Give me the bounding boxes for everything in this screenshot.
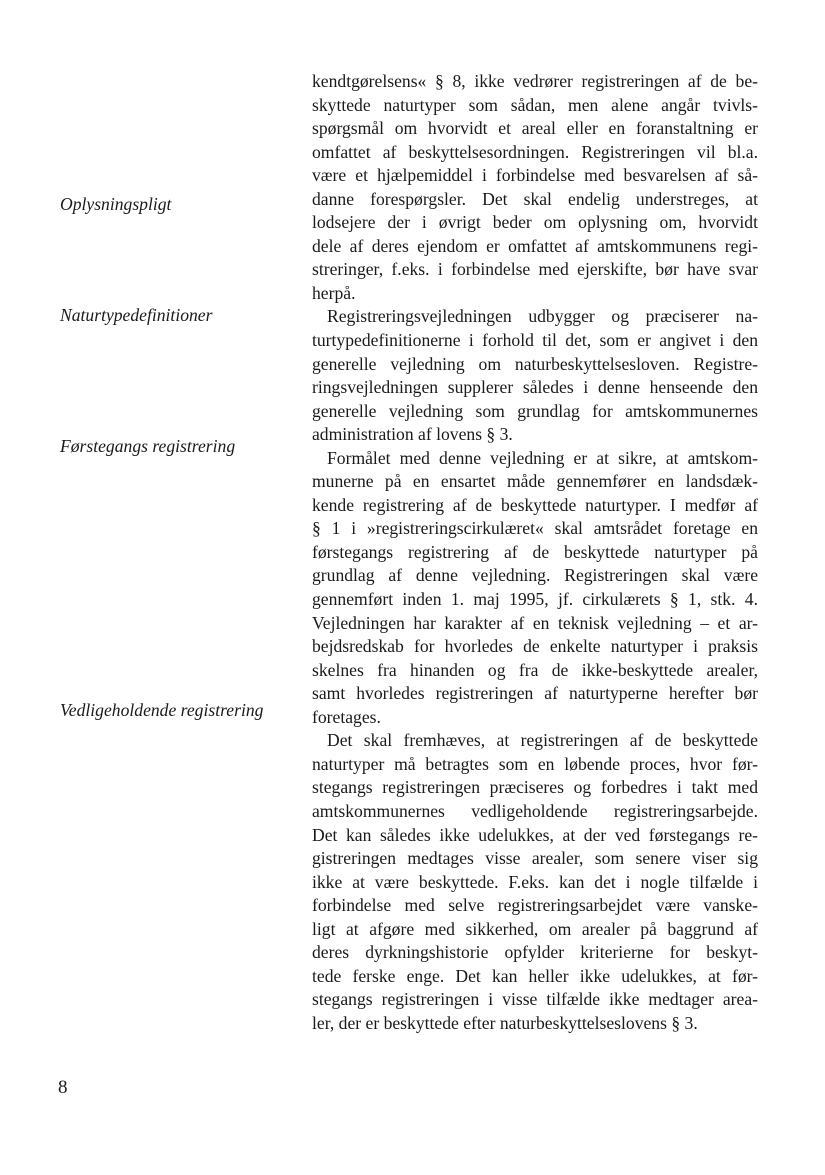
text-line: lodsejere der i øvrigt beder om oplysning om, hvorvidt	[312, 212, 758, 233]
text-line: skyttede naturtyper som sådan, men alene angår tvivls-	[312, 94, 758, 115]
text-line: gistreringen medtages visse arealer, som senere viser sig	[312, 848, 758, 869]
text-line: Formålet med denne vejledning er at sikre, at amtskom-	[327, 447, 758, 468]
text-line: herpå.	[312, 282, 356, 303]
text-line: gennemført inden 1. maj 1995, jf. cirkulærets § 1, stk. 4.	[312, 589, 758, 610]
text-line: samt hvorledes registreringen af naturtyperne herefter bør	[312, 683, 758, 704]
page-number: 8	[58, 1077, 68, 1098]
margin-note-oplysningspligt: Oplysningspligt	[60, 194, 172, 214]
text-line: generelle vejledning som grundlag for amtskommunernes	[312, 400, 758, 421]
text-line: deres dyrkningshistorie opfylder kriterierne for beskyt-	[312, 942, 758, 963]
paragraph-2	[312, 305, 758, 446]
text-line: foretages.	[312, 706, 381, 727]
text-line: tede ferske enge. Det kan heller ikke udelukkes, at før-	[312, 965, 758, 986]
text-line: munerne på en ensartet måde gennemfører en landsdæk-	[312, 471, 758, 492]
text-line: turtypedefinitionerne i forhold til det, som er angivet i den	[312, 330, 758, 351]
text-line: omfattet af beskyttelsesordningen. Registreringen vil bl.a.	[312, 141, 758, 162]
text-line: danne forespørgsler. Det skal endelig understreges, at	[312, 188, 758, 209]
text-line: naturtyper må betragtes som en løbende proces, hvor før-	[312, 753, 758, 774]
text-line: Registreringsvejledningen udbygger og præciserer na-	[327, 306, 758, 327]
text-line: generelle vejledning om naturbeskyttelsesloven. Registre-	[312, 353, 758, 374]
paragraph-4	[312, 729, 758, 1035]
text-line: ligt at afgøre med sikkerhed, om arealer på baggrund af	[312, 918, 758, 939]
text-line: stegangs registreringen præciseres og forbedres i takt med	[312, 777, 758, 798]
text-line: ikke at være beskyttede. F.eks. kan det i nogle tilfælde i	[312, 871, 758, 892]
text-line: kende registrering af de beskyttede naturtyper. I medfør af	[312, 494, 758, 515]
paragraph-1	[312, 70, 758, 305]
text-line: bejdsredskab for hvorledes de enkelte naturtyper i praksis	[312, 636, 758, 657]
text-line: kendtgørelsens« § 8, ikke vedrører registreringen af de be-	[312, 71, 758, 91]
text-line: stegangs registreringen i visse tilfælde ikke medtager area-	[312, 989, 758, 1010]
text-line: amtskommunernes vedligeholdende registreringsarbejde.	[312, 800, 758, 821]
paragraph-3	[312, 447, 758, 730]
text-line: § 1 i »registreringscirkulæret« skal amtsrådet foretage en	[312, 518, 758, 539]
text-line: dele af deres ejendom er omfattet af amtskommunens regi-	[312, 235, 758, 256]
text-line: ler, der er beskyttede efter naturbeskyttelseslovens § 3.	[312, 1012, 698, 1033]
text-line: administration af lovens § 3.	[312, 424, 513, 445]
margin-note-vedligeholdende-registrering: Vedligeholdende registrering	[60, 700, 264, 720]
text-line: Det kan således ikke udelukkes, at der ved førstegangs re-	[312, 824, 758, 845]
text-line: skelnes fra hinanden og fra de ikke-beskyttede arealer,	[312, 659, 758, 680]
text-line: Vejledningen har karakter af en teknisk vejledning – et ar-	[312, 612, 758, 633]
text-line: streringer, f.eks. i forbindelse med ejerskifte, bør have svar	[312, 259, 758, 280]
body-text	[312, 70, 758, 1035]
text-line: grundlag af denne vejledning. Registreringen skal være	[312, 565, 758, 586]
text-line: spørgsmål om hvorvidt et areal eller en foranstaltning er	[312, 118, 758, 139]
margin-note-forstegangs-registrering: Førstegangs registrering	[60, 436, 236, 456]
text-line: forbindelse med selve registreringsarbejdet være vanske-	[312, 895, 758, 916]
text-line: Det skal fremhæves, at registreringen af de beskyttede	[327, 730, 758, 751]
text-line: førstegangs registrering af de beskyttede naturtyper på	[312, 541, 758, 562]
text-line: ringsvejledningen supplerer således i denne henseende den	[312, 377, 758, 398]
margin-note-naturtypedefinitioner: Naturtypedefinitioner	[60, 305, 213, 325]
text-line: være et hjælpemiddel i forbindelse med besvarelsen af så-	[312, 165, 758, 186]
